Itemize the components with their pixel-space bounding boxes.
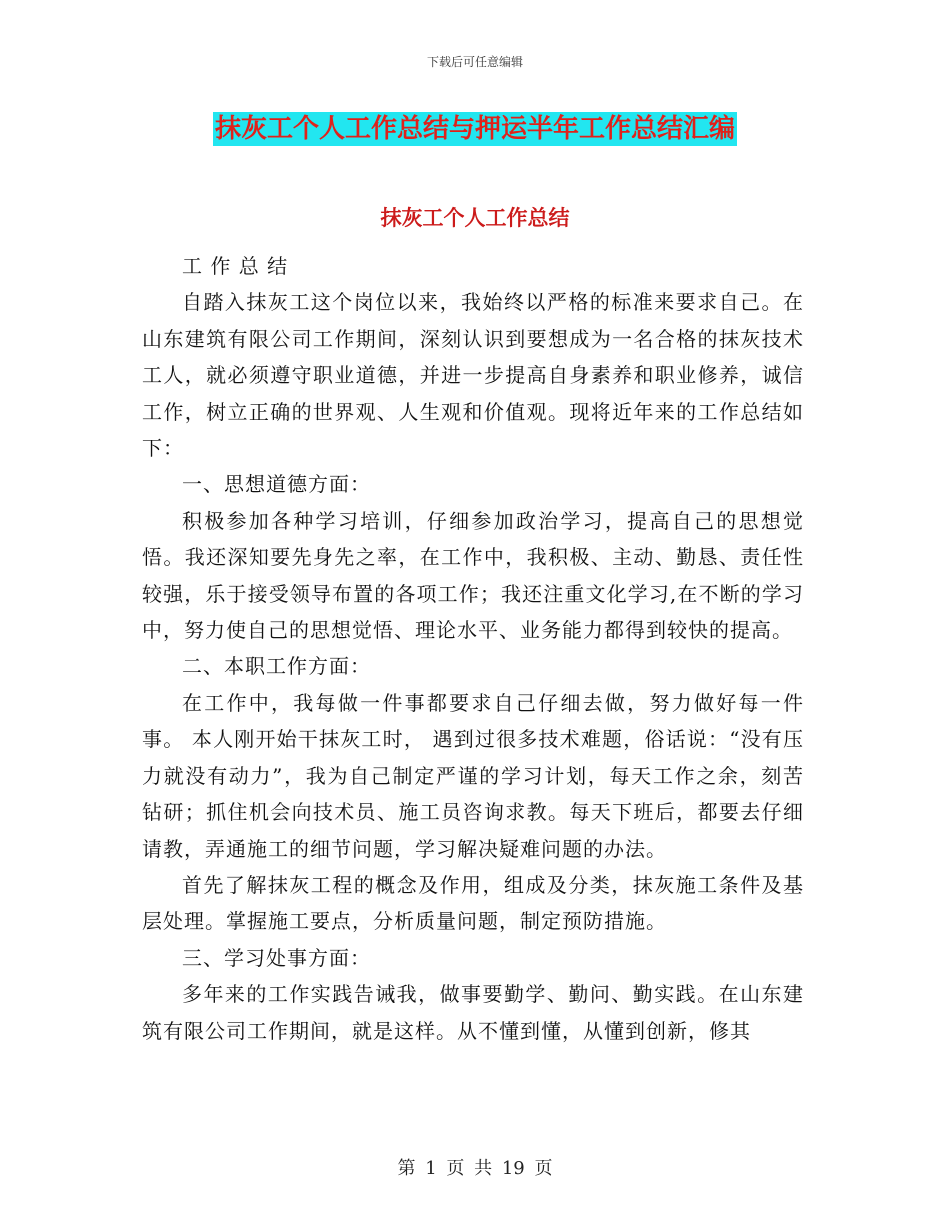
section-title: 抹灰工个人工作总结 [380,206,570,230]
main-title-text: 抹灰工个人工作总结与押运半年工作总结汇编 [214,114,735,144]
paragraph: 二、本职工作方面： [182,654,371,679]
paragraph: 积极参加各种学习培训，仔细参加政治学习，提高自己的思想觉悟。我还深知要先身先之率，在工作中，我积极、主动、勤恳、责任性较强，乐于接受领导布置的各项工作；我还注重文化学习,在不断的学习中，努力使自己的思想觉悟、理论水平、业务能力都得到较快的提高。 [142,508,804,643]
paragraph: 多年来的工作实践告诫我，做事要勤学、勤问、勤实践。在山东建筑有限公司工作期间，就是这样。从不懂到懂，从懂到创新，修其 [142,982,804,1043]
document-body [142,248,804,1049]
header-note: 下载后可任意编辑 [426,55,523,69]
paragraph: 自踏入抹灰工这个岗位以来，我始终以严格的标准来要求自己。在山东建筑有限公司工作期间，深刻认识到要想成为一名合格的抹灰技术工人，就必须遵守职业道德，并进一步提高自身素养和职业修养，诚信工作，树立正确的世界观、人生观和价值观。现将近年来的工作总结如下： [142,290,804,461]
paragraph: 一、思想道德方面： [182,472,371,497]
paragraph: 在工作中，我每做一件事都要求自己仔细去做，努力做好每一件事。 本人刚开始干抹灰工时， 遇到过很多技术难题，俗话说：“没有压力就没有动力”，我为自己制定严谨的学习计划，每天工作之余，刻苦钻研；抓住机会向技术员、施工员咨询求教。每天下班后，都要去仔细请教，弄通施工的细节问题，学习解决疑难问题的办法。 [142,690,804,861]
paragraph: 三、学习处事方面： [182,945,371,970]
main-title [0,112,950,146]
page-footer: 第 1 页 共 19 页 [397,1158,553,1179]
paragraph: 工 作 总 结 [182,254,289,278]
paragraph: 首先了解抹灰工程的概念及作用，组成及分类，抹灰施工条件及基层处理。掌握施工要点，分析质量问题，制定预防措施。 [142,872,804,934]
